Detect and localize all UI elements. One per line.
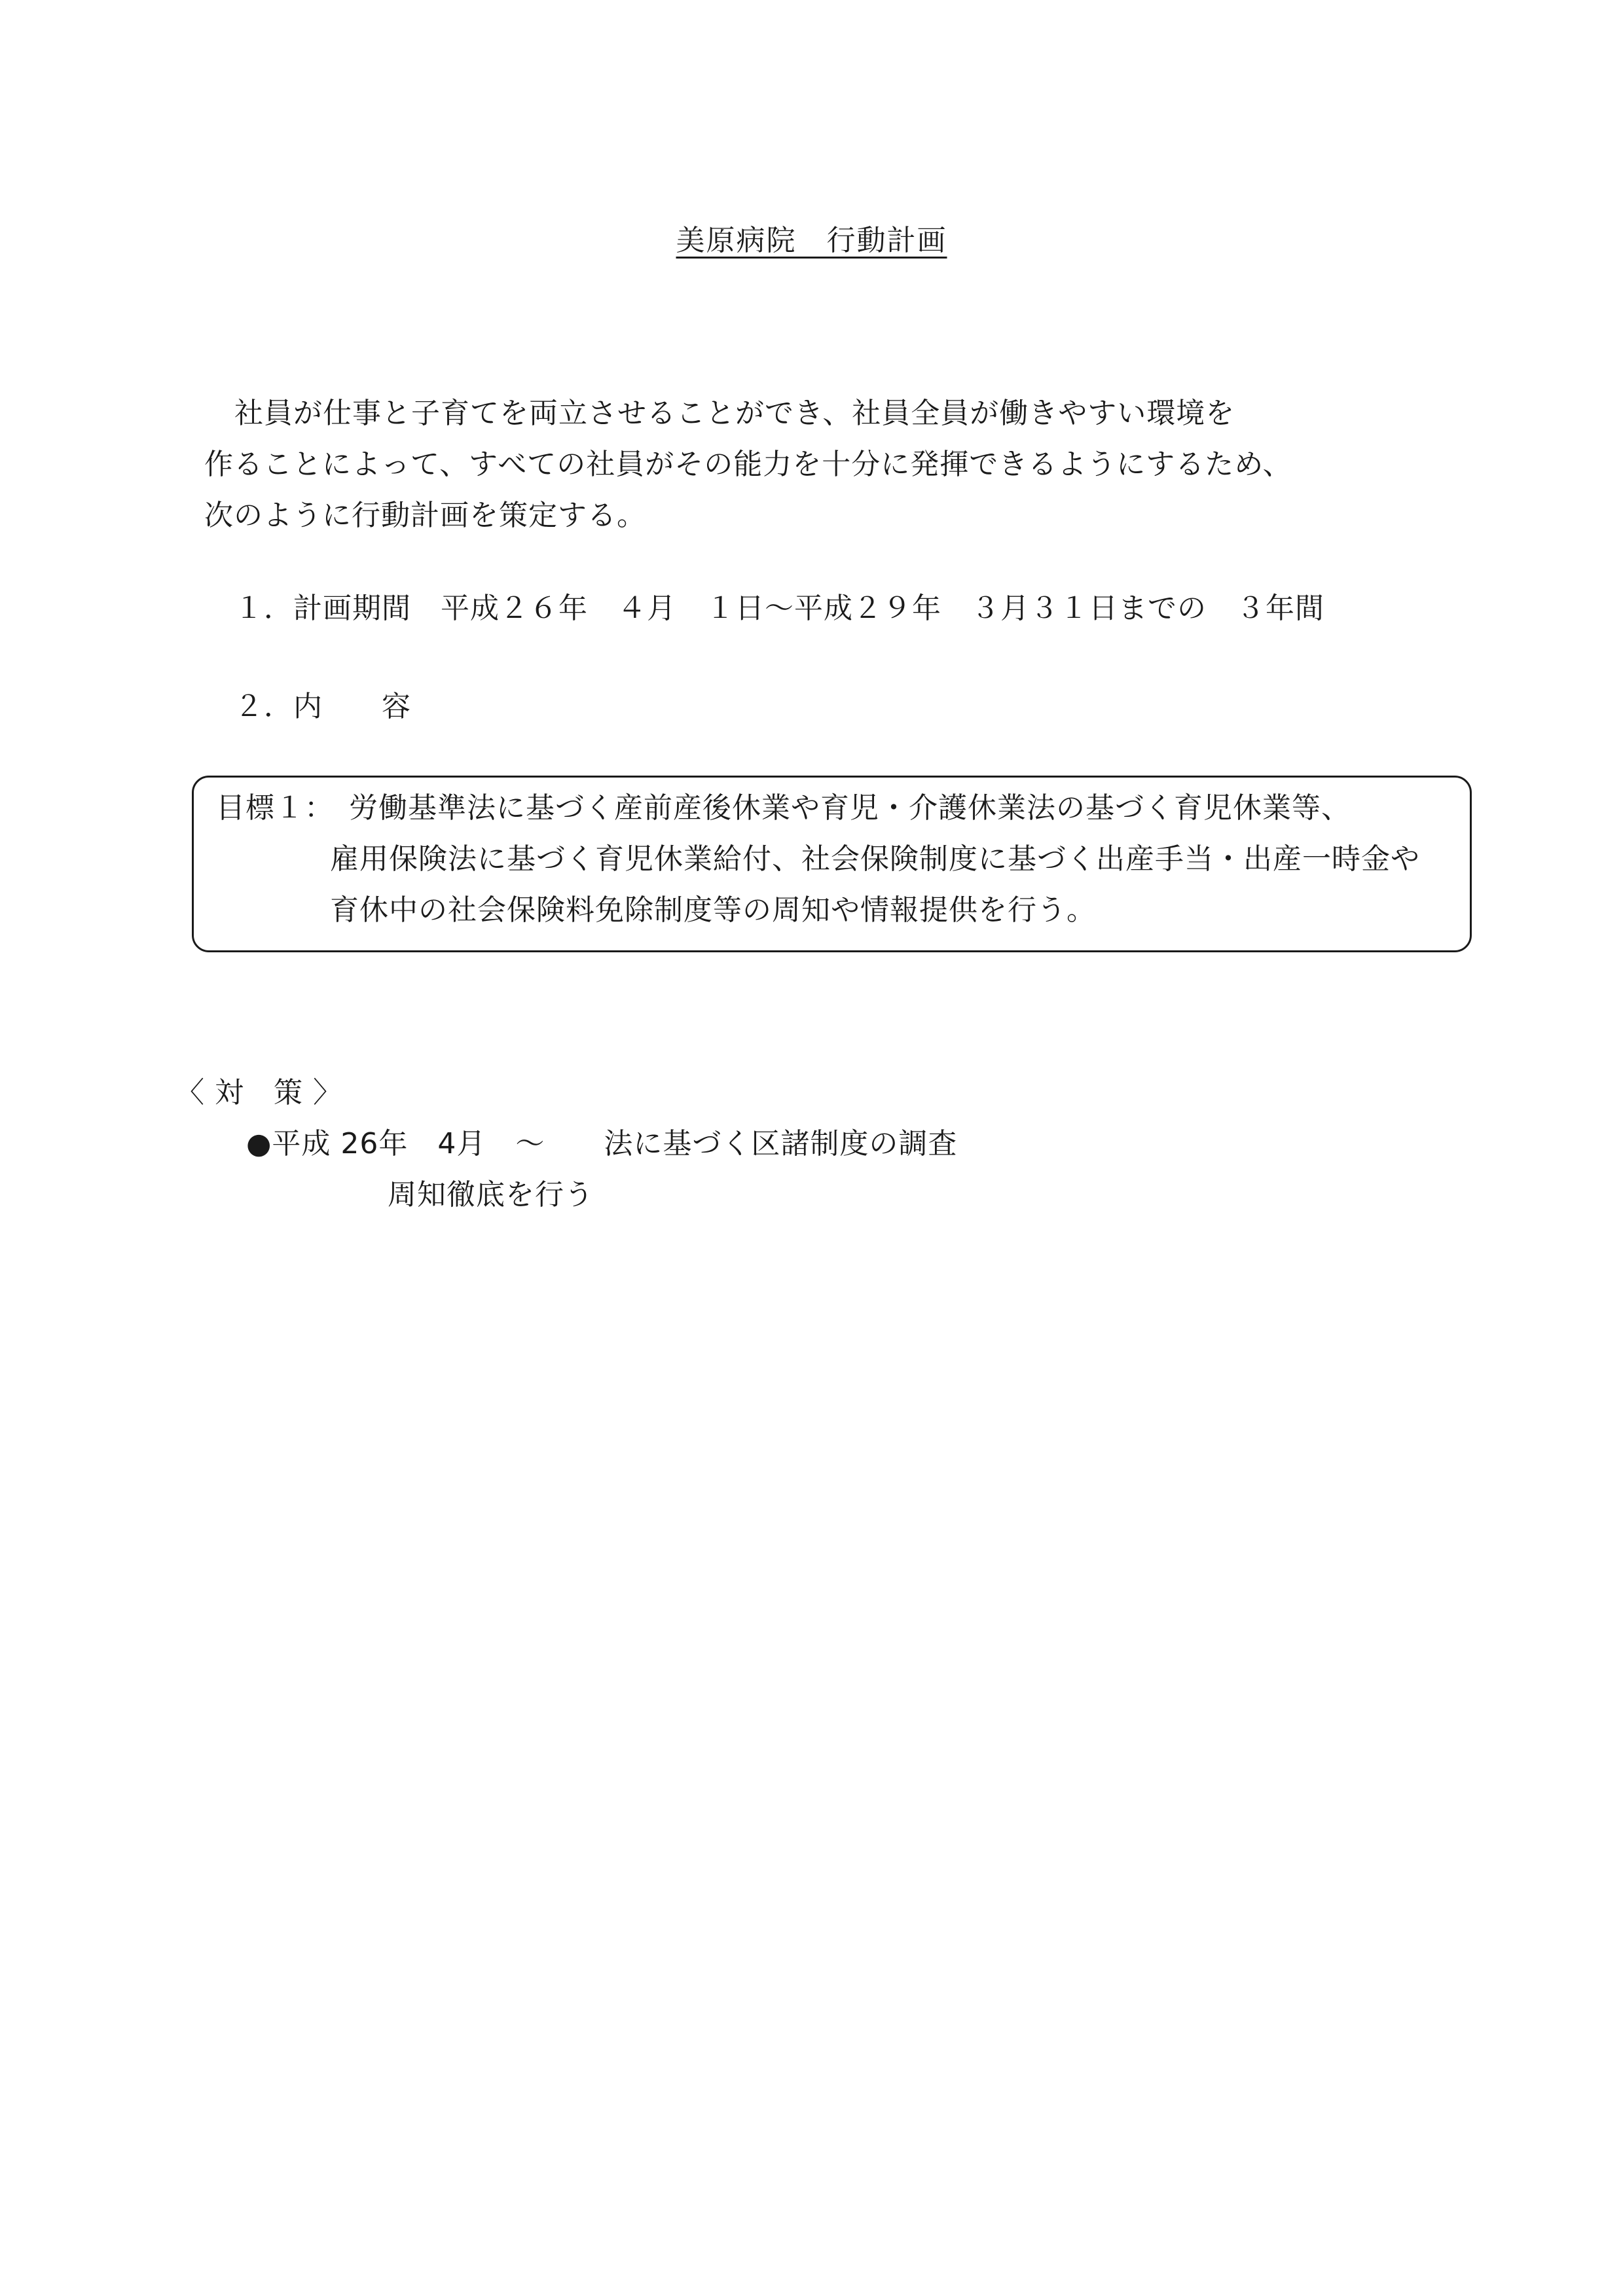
goal-line-1: 目標１： 労働基準法に基づく産前産後休業や育児・介護休業法の基づく育児休業等、 (216, 791, 1351, 825)
goal-line-3: 育休中の社会保険料免除制度等の周知や情報提供を行う。 (330, 893, 1096, 927)
intro-line-3: 次のように行動計画を策定する。 (204, 499, 646, 532)
plan-period: １．計画期間 平成２６年 ４月 １日～平成２９年 ３月３１日までの ３年間 (234, 592, 1324, 625)
measure-line-1: ●平成 26年 4月 ～ 法に基づく区諸制度の調査 (246, 1127, 958, 1160)
document-title (0, 221, 1623, 260)
measure-line-2: 周知徹底を行う (388, 1178, 594, 1211)
intro-line-2: 作ることによって、すべての社員がその能力を十分に発揮できるようにするため、 (204, 448, 1292, 481)
document-title-text: 美原病院 行動計画 (676, 224, 947, 257)
goal-line-2: 雇用保険法に基づく育児休業給付、社会保険制度に基づく出産手当・出産一時金や (330, 842, 1420, 876)
content-heading: ２．内 容 (234, 690, 411, 723)
intro-line-1: 社員が仕事と子育てを両立させることができ、社員全員が働きやすい環境を (234, 397, 1235, 430)
measures-heading: 〈 対 策 〉 (175, 1076, 342, 1109)
